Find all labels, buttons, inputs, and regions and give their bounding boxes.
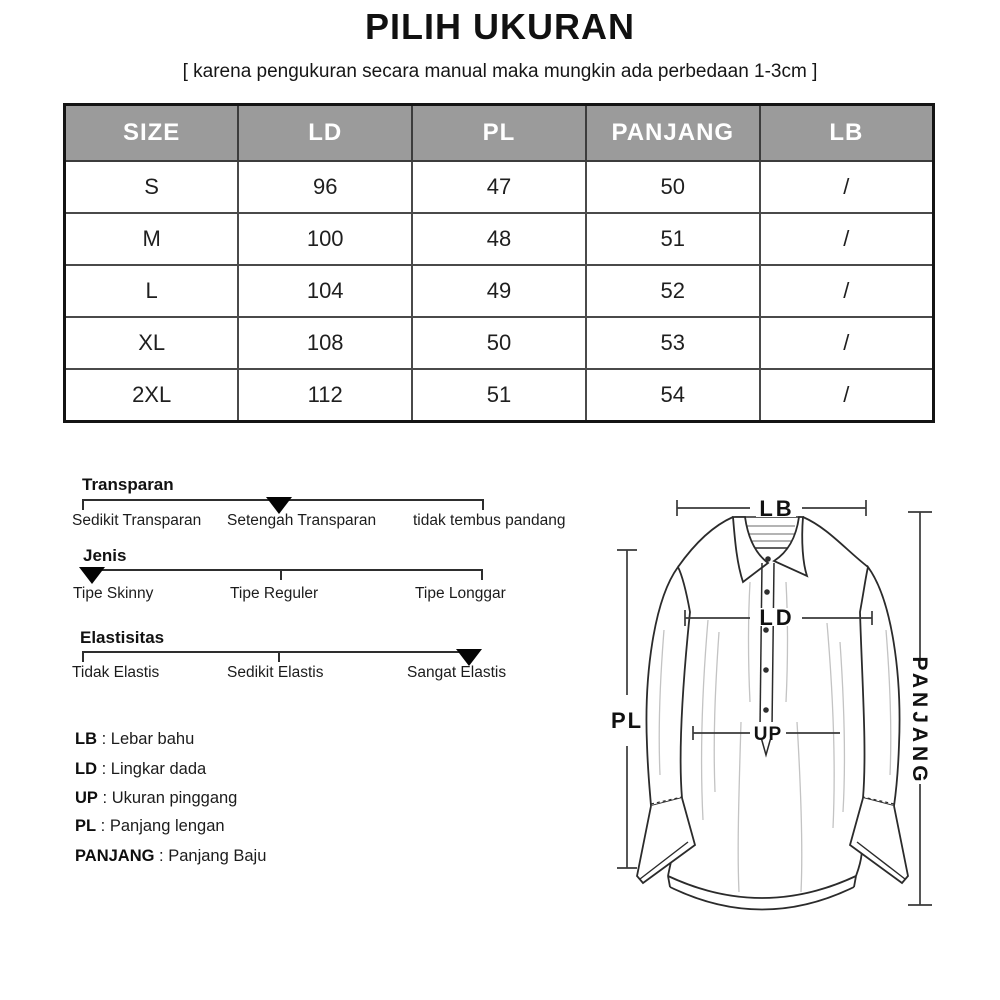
legend-abbr: LD bbox=[75, 760, 97, 778]
scale-option: Tipe Longgar bbox=[415, 585, 506, 602]
legend-item-pl bbox=[75, 817, 225, 836]
cell-size: M bbox=[65, 213, 239, 265]
tick-start bbox=[82, 501, 84, 510]
cell-pl: 51 bbox=[412, 369, 586, 422]
scale-option-selected: Sangat Elastis bbox=[407, 664, 507, 681]
label-lb: LB bbox=[759, 496, 795, 521]
cell-ld: 100 bbox=[238, 213, 412, 265]
col-header-ld: LD bbox=[238, 105, 412, 162]
cell-panjang: 53 bbox=[586, 317, 760, 369]
scale-option: Sedikit Elastis bbox=[227, 664, 324, 681]
size-table bbox=[63, 103, 935, 423]
cell-pl: 48 bbox=[412, 213, 586, 265]
table-row bbox=[65, 213, 934, 265]
tick-start bbox=[82, 653, 84, 662]
legend-abbr: PANJANG bbox=[75, 847, 155, 865]
cell-panjang: 54 bbox=[586, 369, 760, 422]
cell-lb: / bbox=[760, 213, 934, 265]
col-header-panjang: PANJANG bbox=[586, 105, 760, 162]
scale-option-selected: Tipe Skinny bbox=[73, 585, 154, 602]
legend-separator: : bbox=[97, 730, 111, 748]
scale-option: Tipe Reguler bbox=[230, 585, 319, 602]
cell-lb: / bbox=[760, 369, 934, 422]
cell-ld: 104 bbox=[238, 265, 412, 317]
table-row bbox=[65, 317, 934, 369]
legend-item-ld bbox=[75, 760, 206, 779]
legend-separator: : bbox=[97, 789, 112, 807]
legend-item-up bbox=[75, 789, 237, 808]
cell-size: XL bbox=[65, 317, 239, 369]
table-row bbox=[65, 161, 934, 213]
scale-option-selected: Setengah Transparan bbox=[227, 512, 377, 529]
legend-separator: : bbox=[154, 847, 169, 865]
col-header-size: SIZE bbox=[65, 105, 239, 162]
label-panjang: PANJANG bbox=[908, 656, 931, 786]
cell-size: 2XL bbox=[65, 369, 239, 422]
cell-ld: 108 bbox=[238, 317, 412, 369]
cell-ld: 96 bbox=[238, 161, 412, 213]
scale-option: Tidak Elastis bbox=[72, 664, 160, 681]
legend-item-panjang bbox=[75, 847, 266, 866]
legend-separator: : bbox=[96, 817, 110, 835]
tick-middle bbox=[278, 653, 280, 662]
marker-triangle-icon bbox=[79, 567, 105, 584]
cell-lb: / bbox=[760, 265, 934, 317]
shirt-diagram-svg bbox=[590, 460, 1000, 960]
scale-elastisitas-track bbox=[82, 651, 475, 653]
cell-panjang: 51 bbox=[586, 213, 760, 265]
label-up: UP bbox=[753, 724, 783, 745]
scale-transparan-track bbox=[82, 499, 484, 501]
legend-abbr: UP bbox=[75, 789, 98, 807]
size-table-header-row bbox=[65, 105, 934, 162]
scale-transparan-title: Transparan bbox=[82, 475, 174, 494]
legend-desc: Lingkar dada bbox=[110, 760, 207, 778]
legend-desc: Lebar bahu bbox=[110, 730, 195, 748]
legend-abbr: LB bbox=[75, 730, 97, 748]
tick-end bbox=[481, 571, 483, 580]
scale-jenis-track bbox=[83, 569, 483, 571]
cell-pl: 49 bbox=[412, 265, 586, 317]
cell-lb: / bbox=[760, 317, 934, 369]
scale-elastisitas-title: Elastisitas bbox=[80, 628, 165, 647]
tick-end bbox=[482, 501, 484, 510]
legend-desc: Panjang Baju bbox=[168, 847, 267, 865]
legend-desc: Panjang lengan bbox=[109, 817, 225, 835]
legend-abbr: PL bbox=[75, 817, 97, 835]
col-header-lb: LB bbox=[760, 105, 934, 162]
scale-option: tidak tembus pandang bbox=[413, 512, 566, 529]
table-row bbox=[65, 369, 934, 422]
tick-middle bbox=[280, 571, 282, 580]
page-title: PILIH UKURAN bbox=[365, 6, 635, 47]
scale-jenis-title: Jenis bbox=[83, 546, 127, 565]
cell-size: L bbox=[65, 265, 239, 317]
cell-pl: 50 bbox=[412, 317, 586, 369]
cell-size: S bbox=[65, 161, 239, 213]
cell-panjang: 50 bbox=[586, 161, 760, 213]
label-pl: PL bbox=[610, 708, 644, 733]
scale-option: Sedikit Transparan bbox=[72, 512, 202, 529]
shirt-measurement-diagram bbox=[590, 460, 1000, 960]
cell-ld: 112 bbox=[238, 369, 412, 422]
legend-desc: Ukuran pinggang bbox=[111, 789, 238, 807]
label-ld: LD bbox=[759, 605, 795, 630]
legend-item-lb bbox=[75, 730, 194, 749]
col-header-pl: PL bbox=[412, 105, 586, 162]
cell-pl: 47 bbox=[412, 161, 586, 213]
legend-separator: : bbox=[97, 760, 111, 778]
page-subtitle: [ karena pengukuran secara manual maka mungkin ada perbedaan 1-3cm ] bbox=[182, 61, 818, 82]
cell-panjang: 52 bbox=[586, 265, 760, 317]
cell-lb: / bbox=[760, 161, 934, 213]
table-row bbox=[65, 265, 934, 317]
